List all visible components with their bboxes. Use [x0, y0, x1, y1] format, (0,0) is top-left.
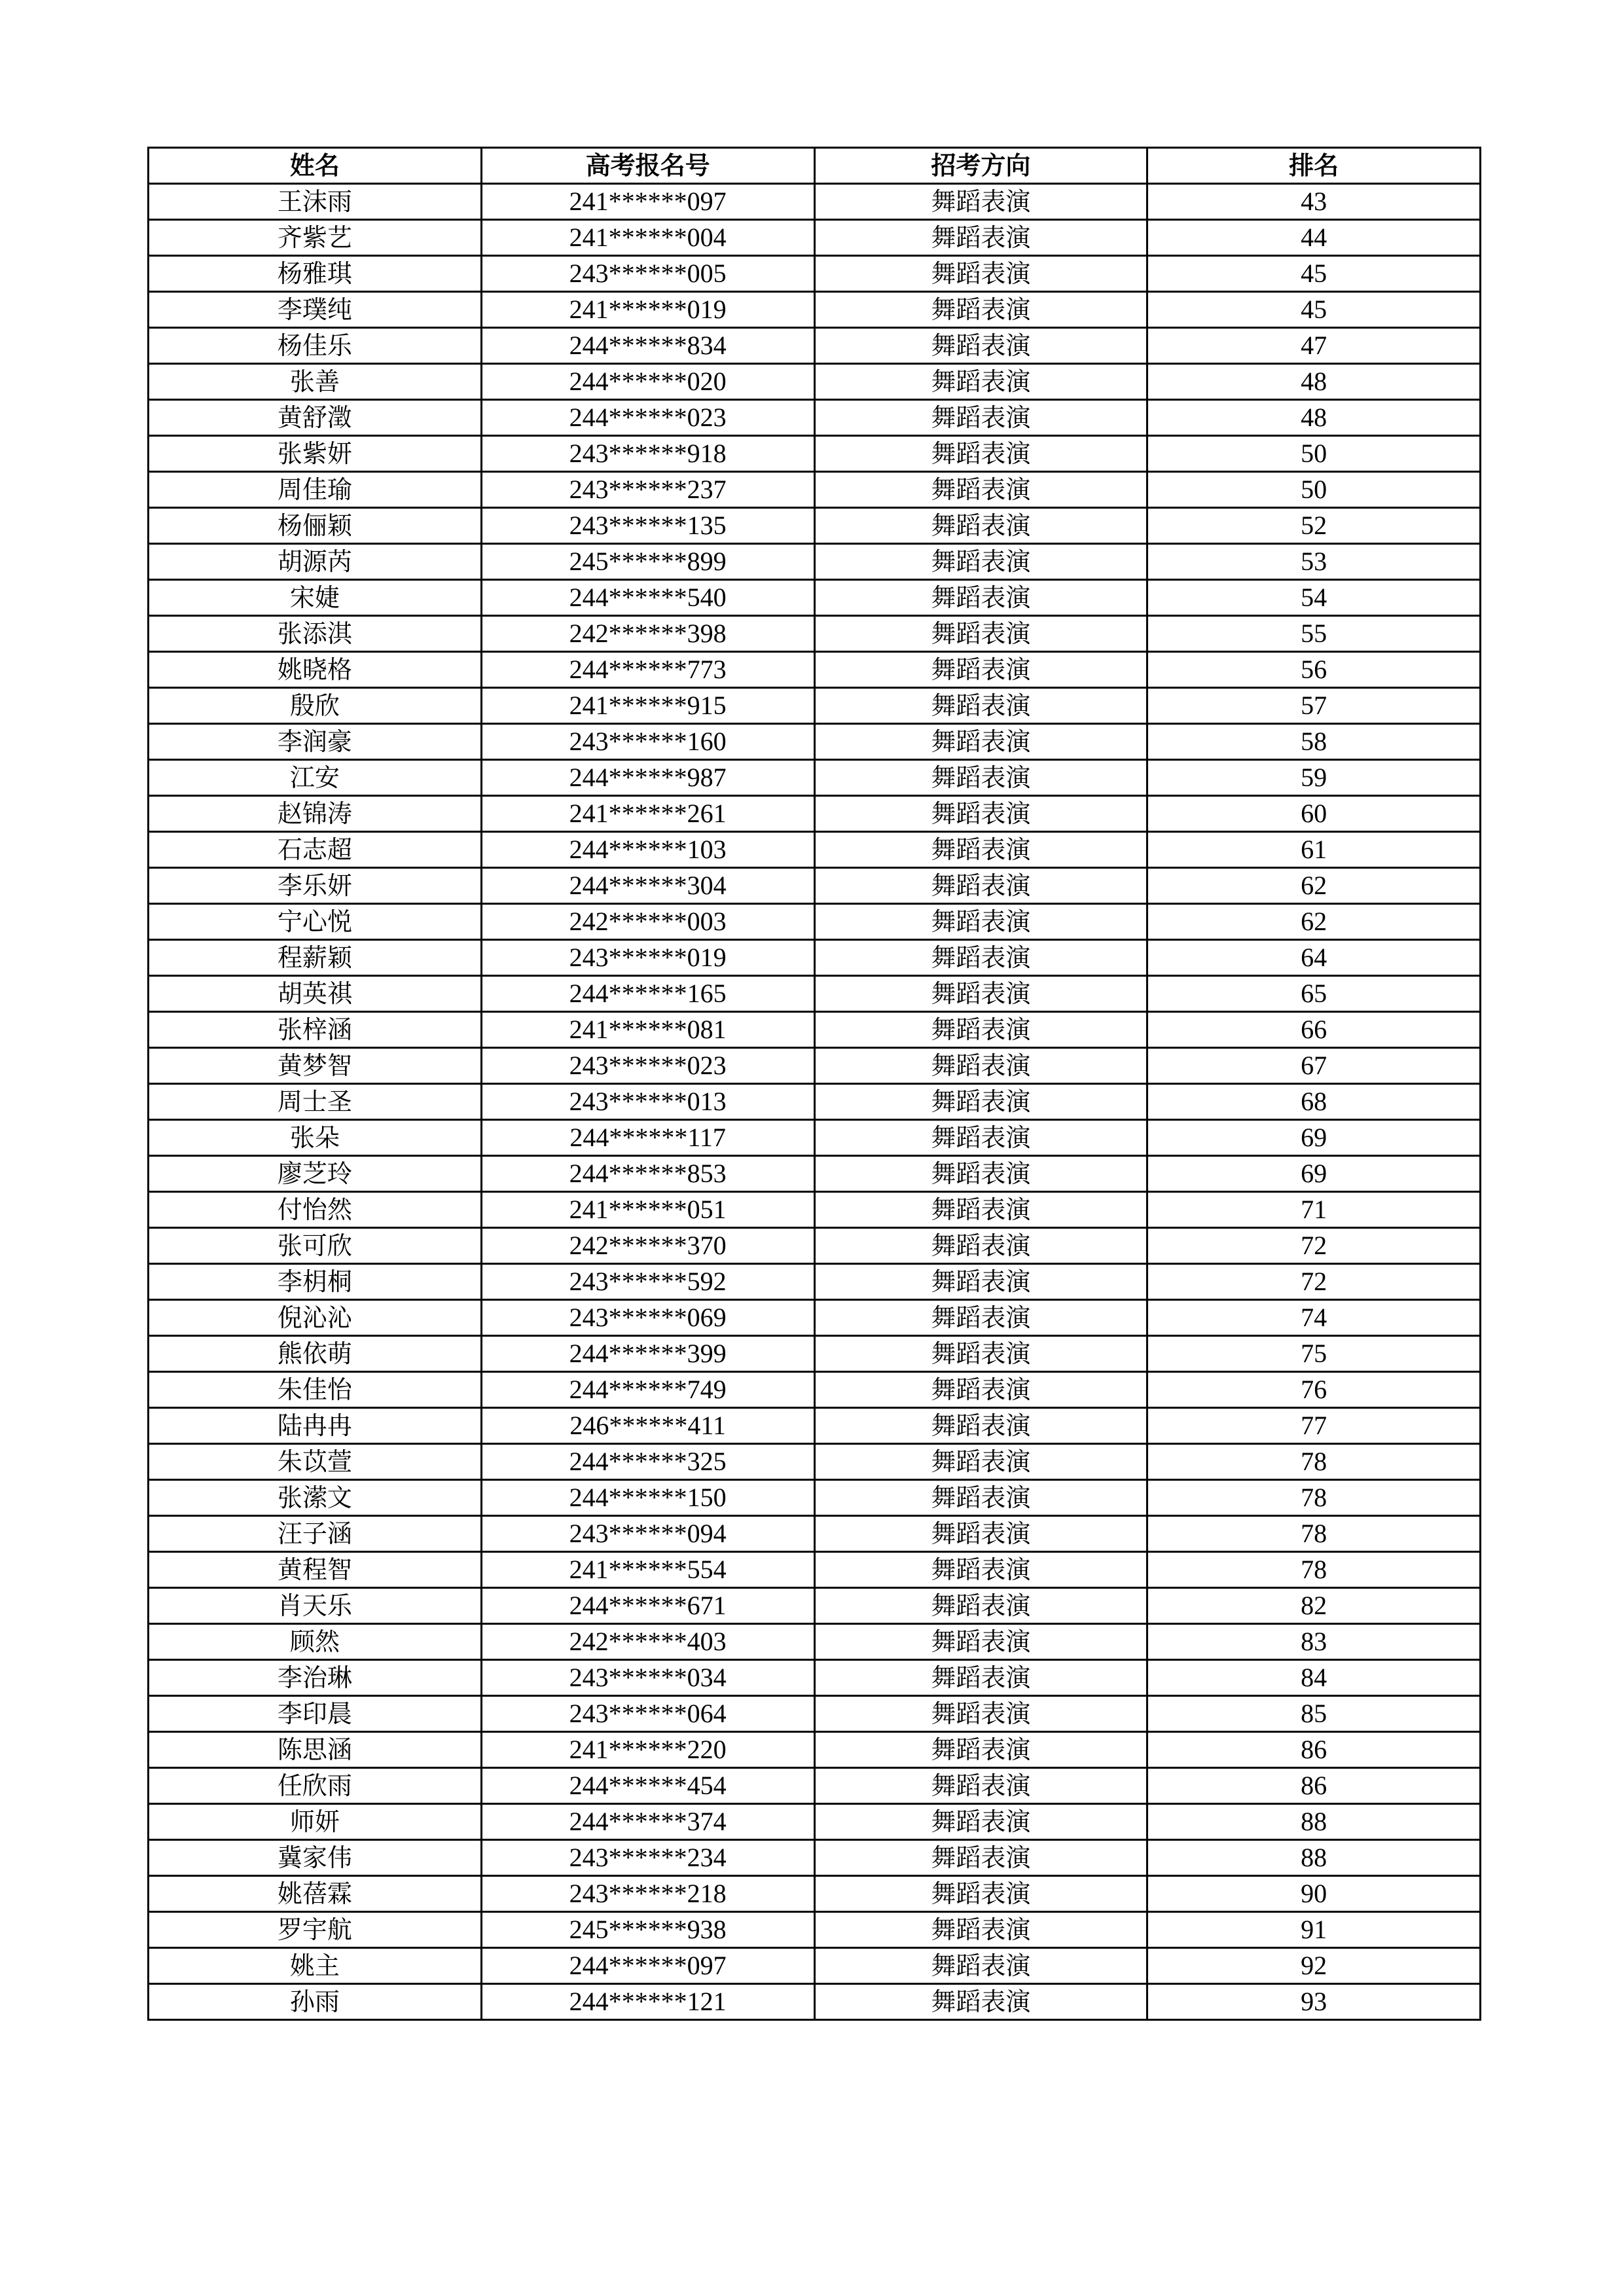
cell-rank: 92: [1147, 1948, 1481, 1984]
cell-rank: 85: [1147, 1696, 1481, 1732]
cell-direction: 舞蹈表演: [814, 1444, 1147, 1480]
cell-registration-number: 244******987: [481, 760, 814, 796]
table-row: [149, 1588, 1481, 1624]
cell-name: 李乐妍: [149, 868, 482, 904]
cell-registration-number: 245******938: [481, 1912, 814, 1948]
cell-name: 周佳瑜: [149, 472, 482, 508]
cell-registration-number: 244******834: [481, 328, 814, 364]
cell-registration-number: 243******069: [481, 1300, 814, 1336]
table-row: [149, 328, 1481, 364]
cell-rank: 53: [1147, 544, 1481, 580]
cell-rank: 78: [1147, 1552, 1481, 1588]
cell-name: 李治琳: [149, 1660, 482, 1696]
cell-direction: 舞蹈表演: [814, 796, 1147, 832]
cell-rank: 78: [1147, 1516, 1481, 1552]
table-row: [149, 796, 1481, 832]
cell-direction: 舞蹈表演: [814, 1084, 1147, 1120]
cell-registration-number: 243******234: [481, 1840, 814, 1876]
cell-registration-number: 242******398: [481, 616, 814, 652]
cell-rank: 64: [1147, 940, 1481, 976]
cell-registration-number: 243******218: [481, 1876, 814, 1912]
cell-registration-number: 243******094: [481, 1516, 814, 1552]
cell-name: 倪沁沁: [149, 1300, 482, 1336]
cell-registration-number: 245******899: [481, 544, 814, 580]
cell-direction: 舞蹈表演: [814, 1660, 1147, 1696]
cell-rank: 55: [1147, 616, 1481, 652]
cell-name: 顾然: [149, 1624, 482, 1660]
cell-registration-number: 244******150: [481, 1480, 814, 1516]
cell-name: 张紫妍: [149, 436, 482, 472]
cell-rank: 90: [1147, 1876, 1481, 1912]
cell-rank: 54: [1147, 580, 1481, 616]
cell-registration-number: 243******237: [481, 472, 814, 508]
cell-name: 黄梦智: [149, 1048, 482, 1084]
table-row: [149, 1084, 1481, 1120]
cell-rank: 65: [1147, 976, 1481, 1012]
cell-name: 汪子涵: [149, 1516, 482, 1552]
cell-direction: 舞蹈表演: [814, 328, 1147, 364]
cell-direction: 舞蹈表演: [814, 1372, 1147, 1408]
cell-direction: 舞蹈表演: [814, 1732, 1147, 1768]
cell-rank: 78: [1147, 1480, 1481, 1516]
cell-registration-number: 241******915: [481, 688, 814, 724]
table-row: [149, 1804, 1481, 1840]
table-row: [149, 832, 1481, 868]
cell-name: 胡源芮: [149, 544, 482, 580]
cell-registration-number: 244******374: [481, 1804, 814, 1840]
cell-direction: 舞蹈表演: [814, 1804, 1147, 1840]
table-row: [149, 1624, 1481, 1660]
cell-name: 陈思涵: [149, 1732, 482, 1768]
cell-rank: 77: [1147, 1408, 1481, 1444]
cell-direction: 舞蹈表演: [814, 1588, 1147, 1624]
cell-rank: 56: [1147, 652, 1481, 688]
cell-registration-number: 243******592: [481, 1264, 814, 1300]
cell-name: 张善: [149, 364, 482, 400]
cell-rank: 43: [1147, 184, 1481, 220]
cell-name: 石志超: [149, 832, 482, 868]
table-row: [149, 904, 1481, 940]
cell-rank: 47: [1147, 328, 1481, 364]
cell-direction: 舞蹈表演: [814, 544, 1147, 580]
cell-registration-number: 243******019: [481, 940, 814, 976]
cell-direction: 舞蹈表演: [814, 1228, 1147, 1264]
table-row: [149, 1372, 1481, 1408]
cell-direction: 舞蹈表演: [814, 976, 1147, 1012]
cell-name: 赵锦涛: [149, 796, 482, 832]
cell-direction: 舞蹈表演: [814, 688, 1147, 724]
table-row: [149, 1480, 1481, 1516]
cell-rank: 61: [1147, 832, 1481, 868]
cell-direction: 舞蹈表演: [814, 220, 1147, 256]
ranking-table: [147, 147, 1481, 2021]
table-row: [149, 1300, 1481, 1336]
cell-name: 齐紫艺: [149, 220, 482, 256]
cell-registration-number: 244******749: [481, 1372, 814, 1408]
cell-rank: 52: [1147, 508, 1481, 544]
cell-direction: 舞蹈表演: [814, 1012, 1147, 1048]
table-row: [149, 760, 1481, 796]
cell-registration-number: 242******370: [481, 1228, 814, 1264]
cell-rank: 88: [1147, 1840, 1481, 1876]
cell-rank: 86: [1147, 1732, 1481, 1768]
cell-direction: 舞蹈表演: [814, 1984, 1147, 2020]
table-row: [149, 1732, 1481, 1768]
cell-direction: 舞蹈表演: [814, 256, 1147, 292]
cell-direction: 舞蹈表演: [814, 724, 1147, 760]
cell-name: 宋婕: [149, 580, 482, 616]
cell-name: 陆冉冉: [149, 1408, 482, 1444]
cell-rank: 78: [1147, 1444, 1481, 1480]
cell-rank: 44: [1147, 220, 1481, 256]
cell-name: 黄舒澂: [149, 400, 482, 436]
cell-direction: 舞蹈表演: [814, 760, 1147, 796]
cell-direction: 舞蹈表演: [814, 1768, 1147, 1804]
cell-name: 杨佳乐: [149, 328, 482, 364]
cell-direction: 舞蹈表演: [814, 1336, 1147, 1372]
cell-rank: 58: [1147, 724, 1481, 760]
cell-name: 张可欣: [149, 1228, 482, 1264]
cell-name: 李润豪: [149, 724, 482, 760]
cell-direction: 舞蹈表演: [814, 1408, 1147, 1444]
table-row: [149, 436, 1481, 472]
table-row: [149, 400, 1481, 436]
cell-direction: 舞蹈表演: [814, 1300, 1147, 1336]
table-body: [149, 184, 1481, 2020]
table-row: [149, 1840, 1481, 1876]
cell-registration-number: 243******005: [481, 256, 814, 292]
cell-rank: 72: [1147, 1264, 1481, 1300]
cell-registration-number: 244******773: [481, 652, 814, 688]
cell-direction: 舞蹈表演: [814, 508, 1147, 544]
table-row: [149, 472, 1481, 508]
cell-rank: 76: [1147, 1372, 1481, 1408]
column-header-direction: 招考方向: [814, 148, 1147, 184]
column-header-name: 姓名: [149, 148, 482, 184]
table-row: [149, 1012, 1481, 1048]
cell-rank: 82: [1147, 1588, 1481, 1624]
cell-rank: 48: [1147, 364, 1481, 400]
cell-registration-number: 244******165: [481, 976, 814, 1012]
cell-name: 周士圣: [149, 1084, 482, 1120]
cell-name: 李枂桐: [149, 1264, 482, 1300]
cell-name: 熊依萌: [149, 1336, 482, 1372]
table-row: [149, 1264, 1481, 1300]
cell-direction: 舞蹈表演: [814, 1264, 1147, 1300]
cell-direction: 舞蹈表演: [814, 436, 1147, 472]
column-header-registration-number: 高考报名号: [481, 148, 814, 184]
cell-name: 程薪颖: [149, 940, 482, 976]
cell-name: 李璞纯: [149, 292, 482, 328]
cell-rank: 67: [1147, 1048, 1481, 1084]
cell-registration-number: 241******051: [481, 1192, 814, 1228]
cell-direction: 舞蹈表演: [814, 1876, 1147, 1912]
cell-registration-number: 243******034: [481, 1660, 814, 1696]
table-row: [149, 1516, 1481, 1552]
cell-rank: 93: [1147, 1984, 1481, 2020]
cell-registration-number: 244******121: [481, 1984, 814, 2020]
cell-name: 罗宇航: [149, 1912, 482, 1948]
cell-direction: 舞蹈表演: [814, 292, 1147, 328]
cell-registration-number: 242******403: [481, 1624, 814, 1660]
cell-name: 姚主: [149, 1948, 482, 1984]
cell-registration-number: 244******399: [481, 1336, 814, 1372]
cell-rank: 48: [1147, 400, 1481, 436]
cell-registration-number: 243******918: [481, 436, 814, 472]
table-row: [149, 256, 1481, 292]
cell-rank: 66: [1147, 1012, 1481, 1048]
cell-name: 张潆文: [149, 1480, 482, 1516]
cell-registration-number: 246******411: [481, 1408, 814, 1444]
cell-name: 宁心悦: [149, 904, 482, 940]
cell-name: 张朵: [149, 1120, 482, 1156]
table-row: [149, 1696, 1481, 1732]
cell-direction: 舞蹈表演: [814, 1156, 1147, 1192]
cell-registration-number: 244******454: [481, 1768, 814, 1804]
cell-registration-number: 244******853: [481, 1156, 814, 1192]
cell-rank: 59: [1147, 760, 1481, 796]
table-row: [149, 220, 1481, 256]
cell-direction: 舞蹈表演: [814, 364, 1147, 400]
table-row: [149, 868, 1481, 904]
cell-name: 朱佳怡: [149, 1372, 482, 1408]
cell-registration-number: 241******554: [481, 1552, 814, 1588]
table-row: [149, 1660, 1481, 1696]
table-row: [149, 1408, 1481, 1444]
cell-registration-number: 241******220: [481, 1732, 814, 1768]
cell-direction: 舞蹈表演: [814, 1048, 1147, 1084]
cell-direction: 舞蹈表演: [814, 868, 1147, 904]
cell-rank: 68: [1147, 1084, 1481, 1120]
cell-direction: 舞蹈表演: [814, 940, 1147, 976]
cell-registration-number: 244******117: [481, 1120, 814, 1156]
cell-name: 杨俪颖: [149, 508, 482, 544]
cell-direction: 舞蹈表演: [814, 1624, 1147, 1660]
table-row: [149, 940, 1481, 976]
cell-registration-number: 241******097: [481, 184, 814, 220]
table-row: [149, 616, 1481, 652]
cell-registration-number: 244******023: [481, 400, 814, 436]
cell-name: 姚晓格: [149, 652, 482, 688]
table-row: [149, 1048, 1481, 1084]
cell-name: 任欣雨: [149, 1768, 482, 1804]
cell-direction: 舞蹈表演: [814, 472, 1147, 508]
cell-rank: 74: [1147, 1300, 1481, 1336]
cell-direction: 舞蹈表演: [814, 1480, 1147, 1516]
cell-name: 张添淇: [149, 616, 482, 652]
cell-rank: 62: [1147, 904, 1481, 940]
cell-direction: 舞蹈表演: [814, 1912, 1147, 1948]
cell-rank: 84: [1147, 1660, 1481, 1696]
cell-name: 殷欣: [149, 688, 482, 724]
cell-registration-number: 244******304: [481, 868, 814, 904]
table-row: [149, 1876, 1481, 1912]
cell-name: 师妍: [149, 1804, 482, 1840]
column-header-rank: 排名: [1147, 148, 1481, 184]
cell-direction: 舞蹈表演: [814, 1948, 1147, 1984]
cell-direction: 舞蹈表演: [814, 184, 1147, 220]
cell-name: 江安: [149, 760, 482, 796]
table-row: [149, 508, 1481, 544]
table-row: [149, 1156, 1481, 1192]
cell-rank: 69: [1147, 1120, 1481, 1156]
table-row: [149, 1120, 1481, 1156]
cell-direction: 舞蹈表演: [814, 832, 1147, 868]
cell-registration-number: 243******160: [481, 724, 814, 760]
cell-direction: 舞蹈表演: [814, 652, 1147, 688]
cell-name: 杨雅琪: [149, 256, 482, 292]
table-row: [149, 580, 1481, 616]
cell-direction: 舞蹈表演: [814, 1120, 1147, 1156]
cell-name: 冀家伟: [149, 1840, 482, 1876]
table-row: [149, 1192, 1481, 1228]
cell-rank: 50: [1147, 436, 1481, 472]
cell-registration-number: 243******023: [481, 1048, 814, 1084]
cell-rank: 45: [1147, 256, 1481, 292]
cell-name: 廖芝玲: [149, 1156, 482, 1192]
cell-rank: 75: [1147, 1336, 1481, 1372]
cell-direction: 舞蹈表演: [814, 904, 1147, 940]
cell-name: 姚蓓霖: [149, 1876, 482, 1912]
table-row: [149, 1552, 1481, 1588]
cell-name: 李印晨: [149, 1696, 482, 1732]
table-row: [149, 1228, 1481, 1264]
cell-rank: 69: [1147, 1156, 1481, 1192]
cell-direction: 舞蹈表演: [814, 580, 1147, 616]
cell-rank: 57: [1147, 688, 1481, 724]
table-row: [149, 184, 1481, 220]
cell-registration-number: 241******261: [481, 796, 814, 832]
table-row: [149, 364, 1481, 400]
cell-name: 孙雨: [149, 1984, 482, 2020]
cell-rank: 50: [1147, 472, 1481, 508]
table-row: [149, 292, 1481, 328]
cell-registration-number: 242******003: [481, 904, 814, 940]
cell-registration-number: 241******004: [481, 220, 814, 256]
table-header-row: [149, 148, 1481, 184]
cell-rank: 60: [1147, 796, 1481, 832]
cell-name: 黄程智: [149, 1552, 482, 1588]
cell-registration-number: 244******097: [481, 1948, 814, 1984]
cell-rank: 45: [1147, 292, 1481, 328]
cell-rank: 62: [1147, 868, 1481, 904]
cell-direction: 舞蹈表演: [814, 1192, 1147, 1228]
table-row: [149, 1336, 1481, 1372]
cell-direction: 舞蹈表演: [814, 616, 1147, 652]
cell-registration-number: 243******013: [481, 1084, 814, 1120]
table-row: [149, 1912, 1481, 1948]
cell-direction: 舞蹈表演: [814, 1552, 1147, 1588]
cell-rank: 91: [1147, 1912, 1481, 1948]
cell-direction: 舞蹈表演: [814, 1840, 1147, 1876]
cell-name: 胡英祺: [149, 976, 482, 1012]
cell-direction: 舞蹈表演: [814, 1516, 1147, 1552]
cell-registration-number: 244******103: [481, 832, 814, 868]
cell-registration-number: 244******020: [481, 364, 814, 400]
cell-registration-number: 243******135: [481, 508, 814, 544]
cell-registration-number: 244******540: [481, 580, 814, 616]
table-row: [149, 1984, 1481, 2020]
cell-name: 朱苡萱: [149, 1444, 482, 1480]
cell-registration-number: 244******325: [481, 1444, 814, 1480]
cell-direction: 舞蹈表演: [814, 1696, 1147, 1732]
table-row: [149, 724, 1481, 760]
cell-registration-number: 243******064: [481, 1696, 814, 1732]
cell-registration-number: 241******081: [481, 1012, 814, 1048]
table-row: [149, 544, 1481, 580]
table-row: [149, 652, 1481, 688]
cell-name: 付怡然: [149, 1192, 482, 1228]
table-row: [149, 1768, 1481, 1804]
table-row: [149, 688, 1481, 724]
cell-name: 王沫雨: [149, 184, 482, 220]
cell-name: 张梓涵: [149, 1012, 482, 1048]
cell-rank: 71: [1147, 1192, 1481, 1228]
cell-rank: 72: [1147, 1228, 1481, 1264]
cell-registration-number: 244******671: [481, 1588, 814, 1624]
cell-rank: 83: [1147, 1624, 1481, 1660]
cell-rank: 88: [1147, 1804, 1481, 1840]
cell-name: 肖天乐: [149, 1588, 482, 1624]
table-row: [149, 1444, 1481, 1480]
cell-rank: 86: [1147, 1768, 1481, 1804]
cell-direction: 舞蹈表演: [814, 400, 1147, 436]
table-row: [149, 976, 1481, 1012]
cell-registration-number: 241******019: [481, 292, 814, 328]
table-row: [149, 1948, 1481, 1984]
